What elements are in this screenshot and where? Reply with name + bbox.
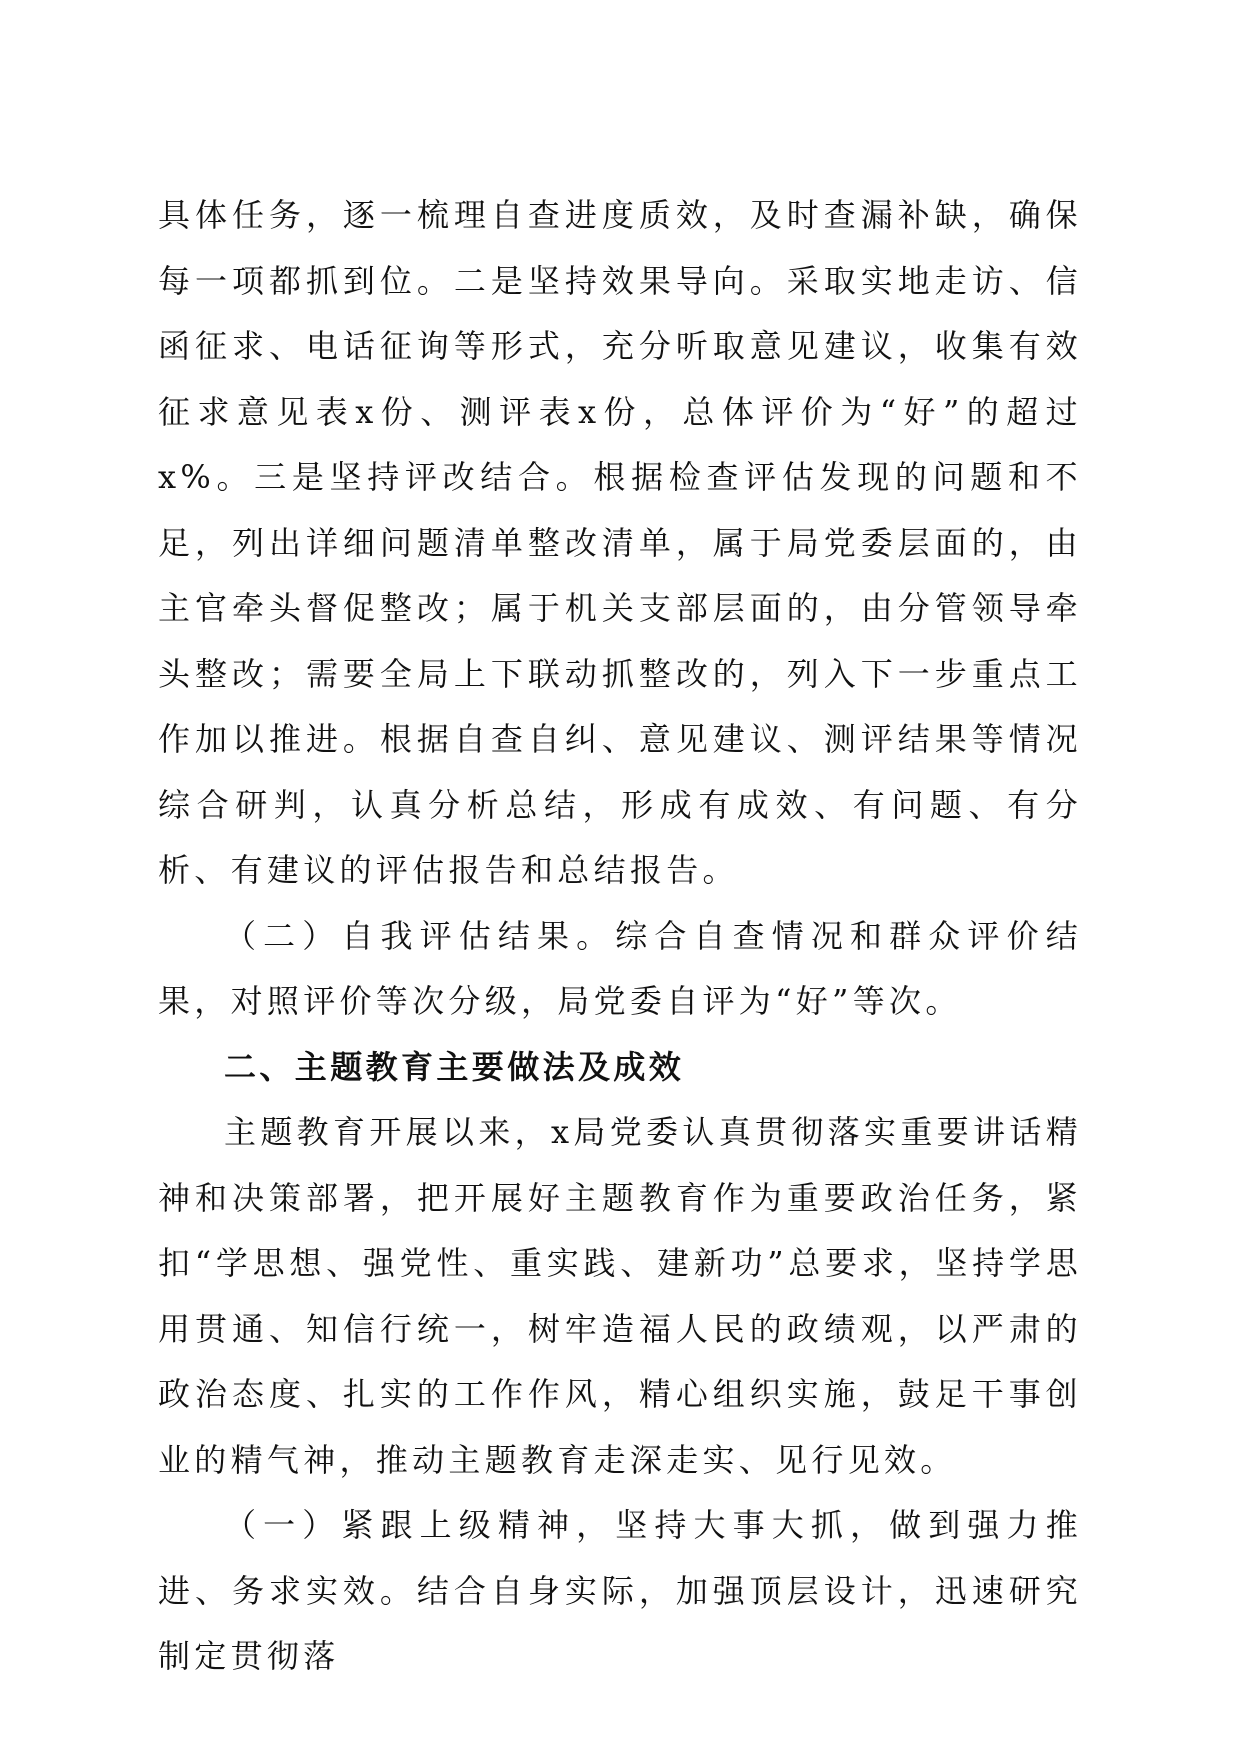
paragraph-subsection-one: （一）紧跟上级精神，坚持大事大抓，做到强力推进、务求实效。结合自身实际，加强顶层设计，迅速研究制定贯彻落: [158, 1506, 1082, 1675]
document-body: [158, 183, 1082, 1690]
section-heading: 二、主题教育主要做法及成效: [224, 1047, 685, 1086]
paragraph-continuation: 具体任务，逐一梳理自查进度质效，及时查漏补缺，确保每一项都抓到位。二是坚持效果导向。采取实地走访、信函征求、电话征询等形式，充分听取意见建议，收集有效征求意见表x份、测评表x份，总体评价为“好”的超过x%。三是坚持评改结合。根据检查评估发现的问题和不足，列出详细问题清单整改清单，属于局党委层面的，由主官牵头督促整改；属于机关支部层面的，由分管领导牵头整改；需要全局上下联动抓整改的，列入下一步重点工作加以推进。根据自查自纠、意见建议、测评结果等情况综合研判，认真分析总结，形成有成效、有问题、有分析、有建议的评估报告和总结报告。: [158, 196, 1082, 889]
paragraph-self-evaluation-result: （二）自我评估结果。综合自查情况和群众评价结果，对照评价等次分级，局党委自评为“好”等次。: [158, 916, 1082, 1020]
paragraph-section-intro: 主题教育开展以来，x局党委认真贯彻落实重要讲话精神和决策部署，把开展好主题教育作为重要政治任务，紧扣“学思想、强党性、重实践、建新功”总要求，坚持学思用贯通、知信行统一，树牢造福人民的政绩观，以严肃的政治态度、扎实的工作作风，精心组织实施，鼓足干事创业的精气神，推动主题教育走深走实、见行见效。: [158, 1113, 1082, 1479]
